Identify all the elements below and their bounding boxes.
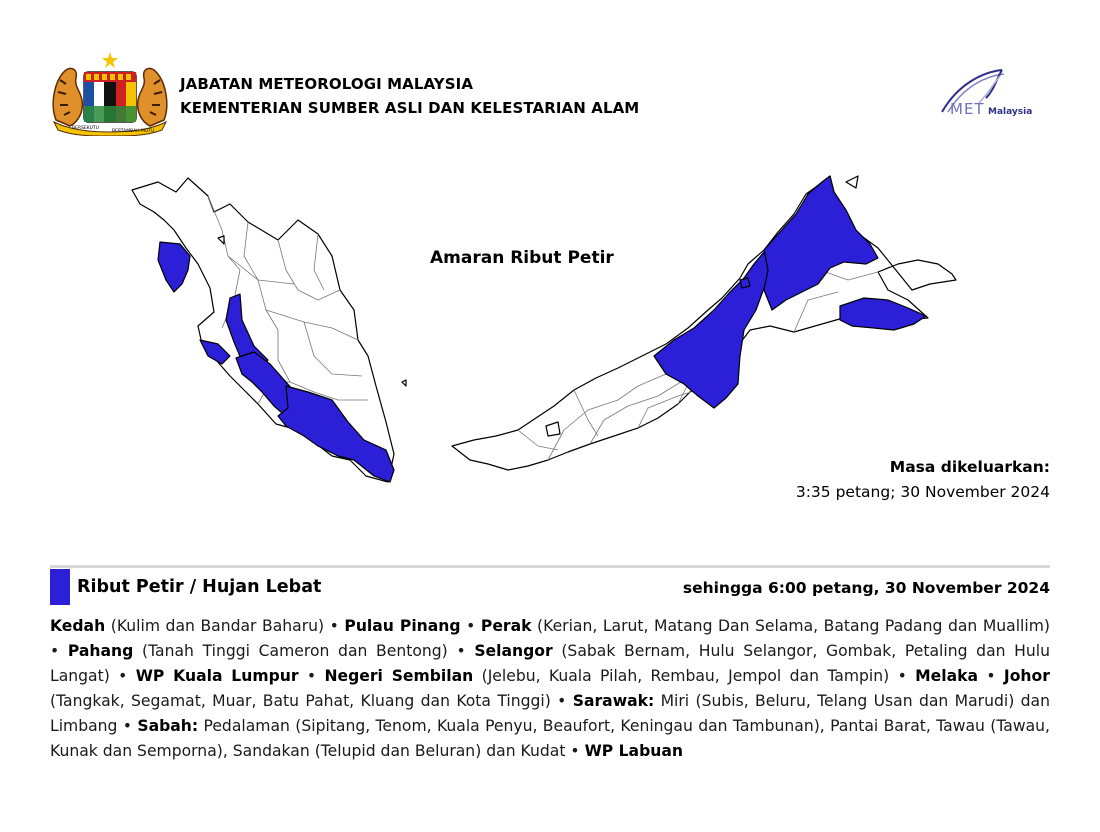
warning-category: Ribut Petir / Hujan Lebat [77, 577, 322, 597]
area-state: Pulau Pinang [344, 617, 461, 635]
area-separator: • [889, 667, 916, 685]
issued-label: Masa dikeluarkan: [889, 458, 1050, 476]
area-separator: • [109, 667, 136, 685]
crest-left-text: BERSEKUTU [72, 126, 99, 131]
area-detail: Pedalaman (Sipitang, Tenom, Kuala Penyu, Beaufort, Keningau dan Tambunan), Pantai Barat, Tawau (Tawau, Kunak dan Semporna), Sandakan (Telupid dan Beluran) dan Kudat [50, 717, 1050, 760]
area-detail: (Tanah Tinggi Cameron dan Bentong) [133, 642, 448, 660]
area-detail: (Tangkak, Segamat, Muar, Batu Pahat, Kluang dan Kota Tinggi) [50, 692, 551, 710]
crest-right-text: BERTAMBAH MUTU [112, 129, 155, 134]
area-separator: • [117, 717, 138, 735]
organization-name: JABATAN METEOROLOGI MALAYSIA [180, 75, 474, 93]
issued-time-block [796, 455, 1050, 505]
section-divider [50, 565, 1050, 568]
area-state: Sabah: [137, 717, 199, 735]
area-detail: Miri (Subis, Beluru, Telang Usan dan Marudi) dan Limbang [50, 692, 1050, 735]
warning-section-header [50, 569, 1050, 605]
issued-value: 3:35 petang; 30 November 2024 [795, 483, 1050, 501]
area-state: Kedah [50, 617, 106, 635]
organization-block [180, 72, 639, 120]
metmalaysia-logo-icon [928, 64, 1048, 124]
warning-color-swatch [50, 569, 70, 605]
region-labuan [740, 278, 750, 288]
area-state: Sarawak: [572, 692, 655, 710]
warning-valid-until: sehingga 6:00 petang, 30 November 2024 [682, 579, 1050, 597]
map-title: Amaran Ribut Petir [430, 248, 614, 268]
area-state: WP Kuala Lumpur [135, 667, 299, 685]
area-state: Selangor [474, 642, 553, 660]
area-separator: • [565, 742, 585, 760]
area-separator: • [447, 642, 475, 660]
area-separator: • [324, 617, 345, 635]
logo-met-text: MET [950, 100, 985, 118]
area-separator: • [550, 692, 573, 710]
logo-malaysia-text: Malaysia [988, 107, 1033, 117]
area-detail: (Kerian, Larut, Matang Dan Selama, Batang Padang dan Muallim) [531, 617, 1050, 635]
area-state: Pahang [67, 642, 134, 660]
area-separator: • [978, 667, 1004, 685]
area-separator: • [298, 667, 325, 685]
area-state: WP Labuan [584, 742, 683, 760]
area-state: Negeri Sembilan [324, 667, 474, 685]
region-sabah-tawau [840, 298, 926, 330]
affected-areas-text [50, 614, 1050, 764]
area-detail: (Jelebu, Kuala Pilah, Rembau, Jempol dan Tampin) [473, 667, 890, 685]
area-state: Melaka [915, 667, 978, 685]
area-state: Perak [480, 617, 532, 635]
area-detail: (Sabak Bernam, Hulu Selangor, Gombak, Petaling dan Hulu Langat) [50, 642, 1051, 685]
ministry-name: KEMENTERIAN SUMBER ASLI DAN KELESTARIAN ALAM [180, 99, 640, 117]
area-state: Johor [1003, 667, 1050, 685]
area-detail: (Kulim dan Bandar Baharu) [105, 617, 325, 635]
area-separator: • [50, 642, 68, 660]
area-separator: • [460, 617, 481, 635]
header [48, 50, 1052, 140]
coat-of-arms-icon [50, 50, 170, 136]
region-kedah-penang [158, 242, 190, 292]
